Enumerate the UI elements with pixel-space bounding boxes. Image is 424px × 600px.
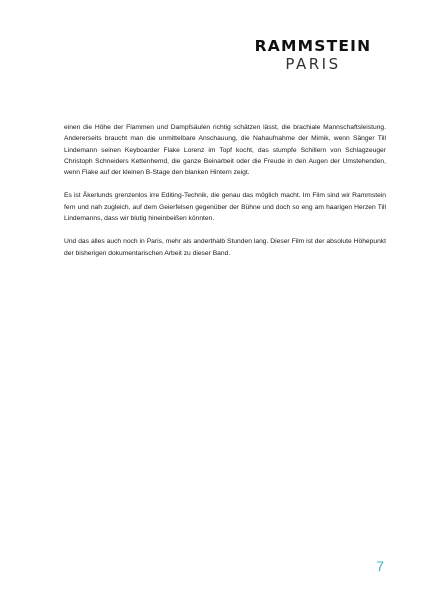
logo-subtitle: PARIS xyxy=(285,55,341,73)
page-number: 7 xyxy=(376,558,384,574)
article-body xyxy=(64,122,386,271)
logo-title: RAMMSTEIN xyxy=(254,37,372,55)
paragraph: Und das alles auch noch in Paris, mehr als anderthalb Stunden lang. Dieser Film ist der absolute Höhepunkt der bisherigen dokumentarischen Arbeit zu dieser Band. xyxy=(64,238,386,257)
paragraph: Es ist Åkerlunds grenzenlos irre Editing-Technik, die genau das möglich macht. Im Film sind wir Rammstein fern und nah zugleich, auf dem Geierfelsen gegenüber der Bühne und doch so eng am haarigen Herzen Till Lindemanns, dass wir blutig hineinbeißen könnten. xyxy=(64,192,386,223)
rammstein-paris-logo xyxy=(248,38,378,73)
paragraph: einen die Höhe der Flammen und Dampfsäulen richtig schätzen lässt, die brachiale Mannschaftsleistung. Andererseits braucht man die unmittelbare Anschauung, die Nahaufnahme der Mimik, wenn Sänger Till Lindemann seinen Keyboarder Flake Lorenz im Topf kocht, das stumpfe Schillern von Schlagzeuger Christoph Schneiders Kettenhemd, die ganze Beinarbeit oder die Freude in den Augen der Umstehenden, wenn Flake auf der kleinen B-Stage den blanken Hintern zeigt. xyxy=(64,124,386,177)
